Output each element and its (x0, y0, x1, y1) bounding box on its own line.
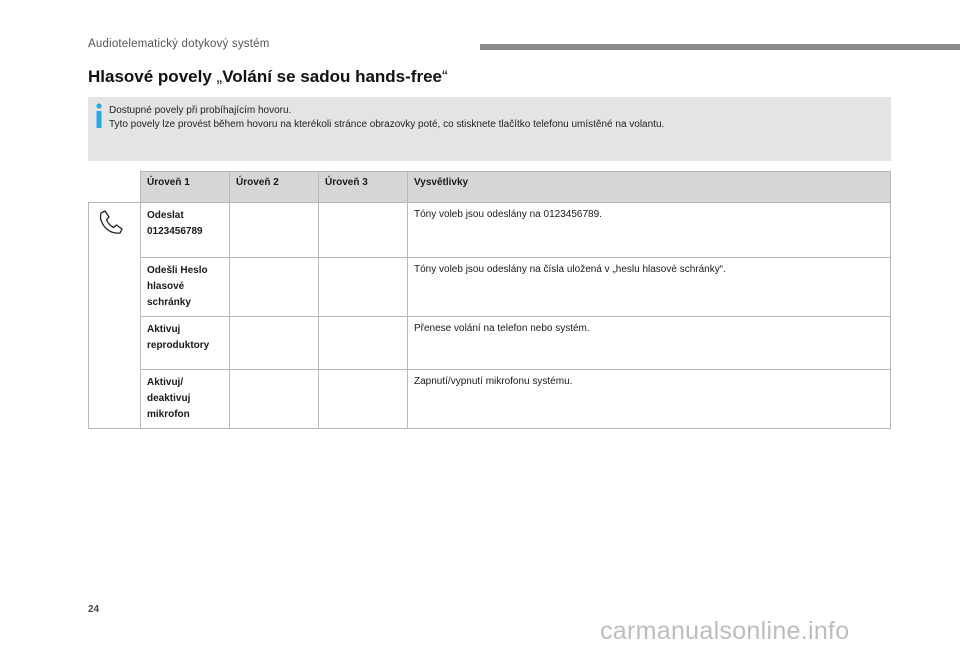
header-description: Vysvětlivky (408, 172, 891, 203)
level1-line: Odeslat (147, 210, 184, 221)
level2-cell (230, 258, 319, 317)
icon-cell (89, 203, 141, 429)
header-level-1: Úroveň 1 (141, 172, 230, 203)
header-bar (480, 44, 960, 50)
info-box (88, 97, 891, 161)
level1-line: Aktivuj/ (147, 377, 184, 388)
watermark: carmanualsonline.info (600, 617, 850, 645)
header-blank-cell (89, 172, 141, 203)
table-row (89, 258, 891, 317)
title-name: Volání se sadou hands-free (222, 67, 442, 86)
level3-cell (319, 203, 408, 258)
level2-cell (230, 317, 319, 370)
level1-line: hlasové (147, 281, 185, 292)
level1-line: schránky (147, 297, 191, 308)
page-number: 24 (88, 604, 100, 615)
description-cell: Zapnutí/vypnutí mikrofonu systému. (408, 370, 891, 429)
level1-cell (141, 370, 230, 429)
level1-cell (141, 258, 230, 317)
table-header-row (89, 172, 891, 203)
level1-line: deaktivuj (147, 393, 191, 404)
level1-line: Odešli Heslo (147, 265, 208, 276)
phone-handset-icon (95, 208, 125, 238)
level1-line: Aktivuj (147, 324, 181, 335)
info-icon (94, 103, 104, 129)
level1-cell (141, 203, 230, 258)
info-line-1: Dostupné povely při probíhajícím hovoru. (109, 105, 292, 116)
voice-command-table (88, 171, 891, 429)
title-prefix: Hlasové povely (88, 67, 217, 86)
table-row (89, 317, 891, 370)
description-cell: Přenese volání na telefon nebo systém. (408, 317, 891, 370)
title-close-quote: “ (441, 67, 448, 86)
level1-line: reproduktory (147, 340, 210, 351)
description-cell: Tóny voleb jsou odeslány na čísla uložená v „heslu hlasové schránky“. (408, 258, 891, 317)
info-text (109, 104, 664, 132)
info-line-2: Tyto povely lze provést během hovoru na kterékoli stránce obrazovky poté, co stisknete tlačítko telefonu umístěné na volantu. (109, 119, 665, 130)
level2-cell (230, 370, 319, 429)
page-title (88, 67, 448, 87)
description-cell: Tóny voleb jsou odeslány na 0123456789. (408, 203, 891, 258)
level1-cell (141, 317, 230, 370)
table-row (89, 370, 891, 429)
level1-line: 0123456789 (147, 226, 203, 237)
title-open-quote: „ (216, 67, 223, 86)
level2-cell (230, 203, 319, 258)
level3-cell (319, 370, 408, 429)
header-title: Audiotelematický dotykový systém (88, 38, 270, 50)
level3-cell (319, 317, 408, 370)
level1-line: mikrofon (147, 409, 190, 420)
table-row (89, 203, 891, 258)
header-level-2: Úroveň 2 (230, 172, 319, 203)
header-level-3: Úroveň 3 (319, 172, 408, 203)
level3-cell (319, 258, 408, 317)
